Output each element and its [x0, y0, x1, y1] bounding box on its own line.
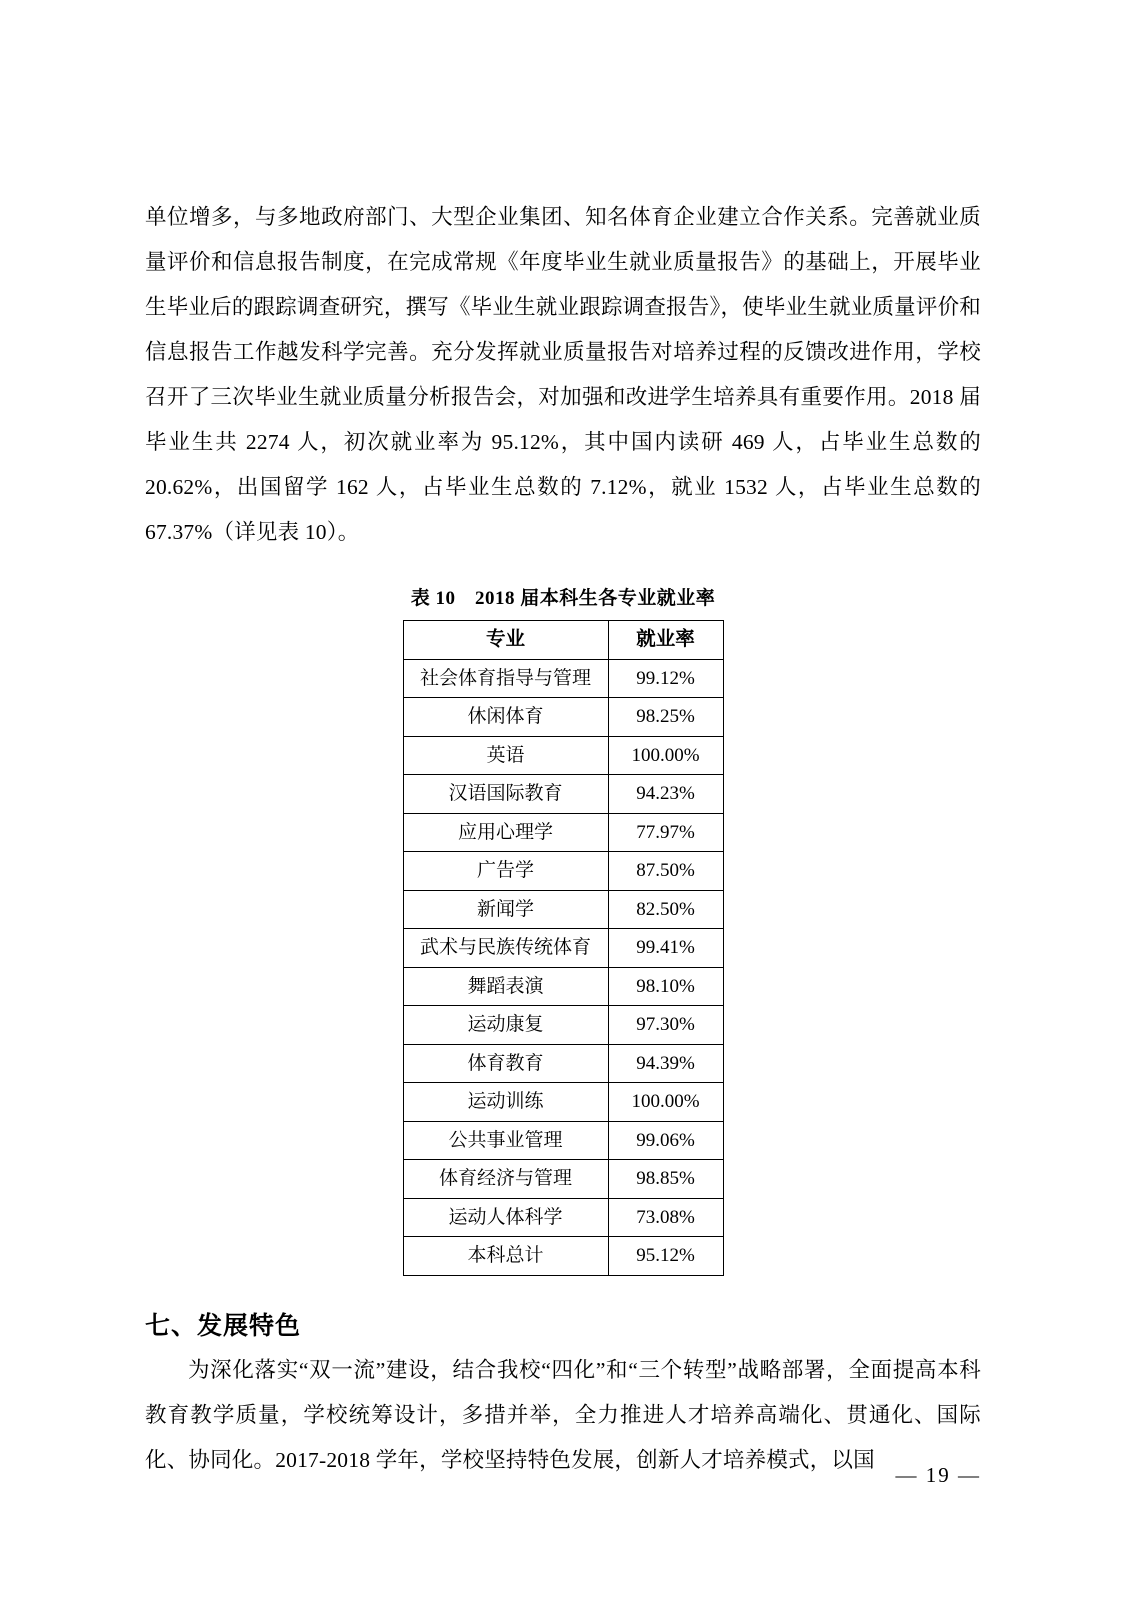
section-heading: 七、发展特色 — [145, 1312, 302, 1340]
cell-major: 汉语国际教育 — [403, 775, 608, 814]
table-row — [403, 852, 723, 891]
table-row — [403, 967, 723, 1006]
table-row — [403, 1044, 723, 1083]
cell-major: 运动人体科学 — [403, 1198, 608, 1237]
table-row — [403, 1083, 723, 1122]
table-row — [403, 1121, 723, 1160]
body-paragraph-1: 单位增多，与多地政府部门、大型企业集团、知名体育企业建立合作关系。完善就业质量评价和信息报告制度，在完成常规《年度毕业生就业质量报告》的基础上，开展毕业生毕业后的跟踪调查研究，撰写《毕业生就业跟踪调查报告》，使毕业生就业质量评价和信息报告工作越发科学完善。充分发挥就业质量报告对培养过程的反馈改进作用，学校召开了三次毕业生就业质量分析报告会，对加强和改进学生培养具有重要作用。2018 届毕业生共 2274 人，初次就业率为 95.12%，其中国内读研 469 人，占毕业生总数的 20.62%，出国留学 162 人，占毕业生总数的 7.12%，就业 1532 人，占毕业生总数的 67.37%（详见表 10）。 — [145, 205, 981, 544]
table-row — [403, 775, 723, 814]
cell-rate: 98.85% — [608, 1160, 723, 1199]
employment-rate-table — [403, 620, 724, 1276]
cell-major: 运动康复 — [403, 1006, 608, 1045]
cell-major: 体育经济与管理 — [403, 1160, 608, 1199]
cell-rate: 95.12% — [608, 1237, 723, 1276]
cell-rate: 87.50% — [608, 852, 723, 891]
cell-major: 舞蹈表演 — [403, 967, 608, 1006]
page-number: — 19 — — [895, 1463, 981, 1487]
table-row — [403, 813, 723, 852]
table-row — [403, 1006, 723, 1045]
table-header-row — [403, 621, 723, 660]
cell-rate: 94.23% — [608, 775, 723, 814]
table-row — [403, 1237, 723, 1276]
table-row — [403, 929, 723, 968]
cell-rate: 100.00% — [608, 736, 723, 775]
cell-rate: 99.06% — [608, 1121, 723, 1160]
cell-rate: 97.30% — [608, 1006, 723, 1045]
cell-rate: 73.08% — [608, 1198, 723, 1237]
cell-major: 本科总计 — [403, 1237, 608, 1276]
column-header-rate: 就业率 — [608, 621, 723, 660]
table-row — [403, 1198, 723, 1237]
cell-rate: 99.41% — [608, 929, 723, 968]
table-row — [403, 1160, 723, 1199]
section-paragraph: 为深化落实“双一流”建设，结合我校“四化”和“三个转型”战略部署，全面提高本科教育教学质量，学校统筹设计，多措并举，全力推进人才培养高端化、贯通化、国际化、协同化。2017-2018 学年，学校坚持特色发展，创新人才培养模式，以国 — [145, 1357, 981, 1472]
cell-rate: 82.50% — [608, 890, 723, 929]
cell-major: 应用心理学 — [403, 813, 608, 852]
cell-rate: 98.10% — [608, 967, 723, 1006]
cell-rate: 100.00% — [608, 1083, 723, 1122]
cell-major: 英语 — [403, 736, 608, 775]
cell-major: 体育教育 — [403, 1044, 608, 1083]
table-caption: 表 10 2018 届本科生各专业就业率 — [410, 588, 716, 609]
cell-major: 休闲体育 — [403, 698, 608, 737]
table-row — [403, 659, 723, 698]
cell-major: 运动训练 — [403, 1083, 608, 1122]
cell-rate: 98.25% — [608, 698, 723, 737]
cell-major: 新闻学 — [403, 890, 608, 929]
cell-major: 社会体育指导与管理 — [403, 659, 608, 698]
cell-major: 武术与民族传统体育 — [403, 929, 608, 968]
cell-rate: 77.97% — [608, 813, 723, 852]
cell-major: 公共事业管理 — [403, 1121, 608, 1160]
cell-rate: 94.39% — [608, 1044, 723, 1083]
table-row — [403, 698, 723, 737]
column-header-major: 专业 — [403, 621, 608, 660]
table-row — [403, 736, 723, 775]
cell-rate: 99.12% — [608, 659, 723, 698]
table-row — [403, 890, 723, 929]
cell-major: 广告学 — [403, 852, 608, 891]
